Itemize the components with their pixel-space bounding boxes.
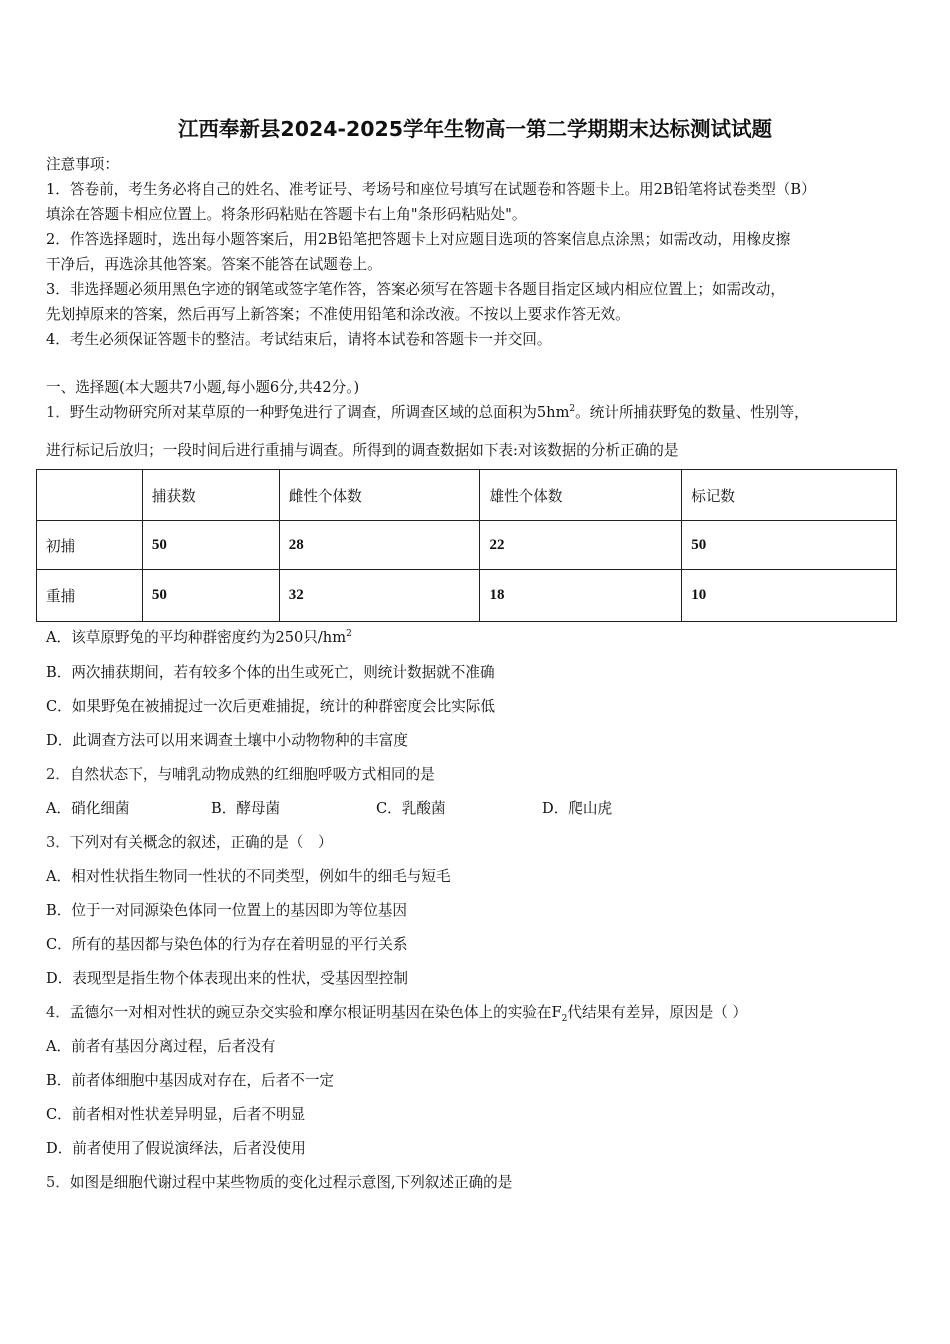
- table-row: [37, 521, 897, 570]
- table-cell: 重捕: [37, 570, 143, 622]
- question-2-option-b[interactable]: B．酵母菌: [211, 800, 281, 817]
- notice-heading: 注意事项：: [46, 156, 119, 173]
- notice-line: 1．答卷前，考生务必将自己的姓名、准考证号、考场号和座位号填写在试题卷和答题卡上。用2B铅笔将试卷类型（B）: [46, 181, 816, 198]
- table-cell: 22: [480, 521, 682, 570]
- table-cell: 50: [142, 570, 279, 622]
- table-cell: 50: [142, 521, 279, 570]
- option-text: A．该草原野兔的平均种群密度约为250只/hm: [46, 629, 347, 646]
- question-3-option-d[interactable]: D．表现型是指生物个体表现出来的性状，受基因型控制: [46, 970, 408, 987]
- question-1-line-2: 进行标记后放归；一段时间后进行重捕与调查。所得到的调查数据如下表:对该数据的分析正确的是: [46, 442, 679, 459]
- section-heading: 一、选择题(本大题共7小题,每小题6分,共42分。): [46, 379, 360, 396]
- question-number: 2．: [46, 766, 70, 783]
- question-1-option-a[interactable]: [46, 626, 352, 647]
- question-number: 4．: [46, 1004, 70, 1021]
- question-text: 自然状态下，与哺乳动物成熟的红细胞呼吸方式相同的是: [69, 766, 435, 783]
- notice-line: 填涂在答题卡相应位置上。将条形码粘贴在答题卡右上角"条形码粘贴处"。: [46, 206, 527, 223]
- question-text: 如图是细胞代谢过程中某些物质的变化过程示意图,下列叙述正确的是: [69, 1174, 513, 1191]
- question-text: 代结果有差异，原因是（ ）: [567, 1004, 748, 1021]
- notice-line: 3．非选择题必须用黑色字迹的钢笔或签字笔作答，答案必须写在答题卡各题目指定区域内相应位置上；如需改动，: [46, 281, 785, 298]
- notice-line: 干净后，再选涂其他答案。答案不能答在试题卷上。: [46, 256, 382, 273]
- table-cell: 初捕: [37, 521, 143, 570]
- table-header-cell: [37, 470, 143, 521]
- question-4-stem: [46, 1001, 747, 1022]
- subscript: 2: [561, 1013, 568, 1024]
- question-2-option-a[interactable]: A．硝化细菌: [46, 800, 130, 817]
- table-header-cell: 雄性个体数: [480, 470, 682, 521]
- question-1-line-1: [46, 401, 809, 422]
- question-1-option-b[interactable]: B．两次捕获期间，若有较多个体的出生或死亡，则统计数据就不准确: [46, 664, 495, 681]
- table-cell: 10: [682, 570, 897, 622]
- question-number: 3．: [46, 834, 70, 851]
- question-number: 5．: [46, 1174, 70, 1191]
- question-4-option-d[interactable]: D．前者使用了假说演绎法，后者没使用: [46, 1140, 306, 1157]
- table-header-row: [37, 470, 897, 521]
- notice-line: 先划掉原来的答案，然后再写上新答案；不准使用铅笔和涂改液。不按以上要求作答无效。: [46, 306, 630, 323]
- question-4-option-a[interactable]: A．前者有基因分离过程，后者没有: [46, 1038, 276, 1055]
- table-cell: 32: [279, 570, 480, 622]
- superscript: 2: [346, 629, 352, 640]
- table-cell: 28: [279, 521, 480, 570]
- page-title: 江西奉新县2024-2025学年生物高一第二学期期末达标测试试题: [177, 117, 773, 141]
- notice-line: 2．作答选择题时，选出每小题答案后，用2B铅笔把答题卡上对应题目选项的答案信息点涂黑；如需改动，用橡皮擦: [46, 231, 791, 248]
- survey-table: [36, 469, 897, 622]
- question-1-option-d[interactable]: D．此调查方法可以用来调查土壤中小动物物种的丰富度: [46, 732, 408, 749]
- question-text: 孟德尔一对相对性状的豌豆杂交实验和摩尔根证明基因在染色体上的实验在F: [69, 1004, 562, 1021]
- table-header-cell: 雌性个体数: [279, 470, 480, 521]
- superscript: 2: [569, 404, 576, 415]
- question-text: 野生动物研究所对某草原的一种野兔进行了调查，所调查区域的总面积为5hm: [69, 404, 570, 421]
- question-5-stem: [46, 1171, 512, 1192]
- question-3-option-a[interactable]: A．相对性状指生物同一性状的不同类型，例如牛的细毛与短毛: [46, 868, 451, 885]
- question-number: 1．: [46, 404, 70, 421]
- question-2-option-d[interactable]: D．爬山虎: [542, 800, 613, 817]
- question-2-option-c[interactable]: C．乳酸菌: [376, 800, 446, 817]
- question-4-option-b[interactable]: B．前者体细胞中基因成对存在，后者不一定: [46, 1072, 335, 1089]
- question-2-stem: [46, 763, 435, 784]
- table-header-cell: 捕获数: [142, 470, 279, 521]
- notice-line: 4．考生必须保证答题卡的整洁。考试结束后，请将本试卷和答题卡一并交回。: [46, 331, 552, 348]
- table-header-cell: 标记数: [682, 470, 897, 521]
- question-3-option-c[interactable]: C．所有的基因都与染色体的行为存在着明显的平行关系: [46, 936, 408, 953]
- question-1-option-c[interactable]: C．如果野兔在被捕捉过一次后更难捕捉，统计的种群密度会比实际低: [46, 698, 495, 715]
- question-4-option-c[interactable]: C．前者相对性状差异明显，后者不明显: [46, 1106, 306, 1123]
- question-text: 。统计所捕获野兔的数量、性别等，: [575, 404, 809, 421]
- question-3-option-b[interactable]: B．位于一对同源染色体同一位置上的基因即为等位基因: [46, 902, 407, 919]
- table-cell: 18: [480, 570, 682, 622]
- table-cell: 50: [682, 521, 897, 570]
- question-text: 下列对有关概念的叙述，正确的是（ ）: [69, 834, 333, 851]
- question-3-stem: [46, 831, 333, 852]
- table-row: [37, 570, 897, 622]
